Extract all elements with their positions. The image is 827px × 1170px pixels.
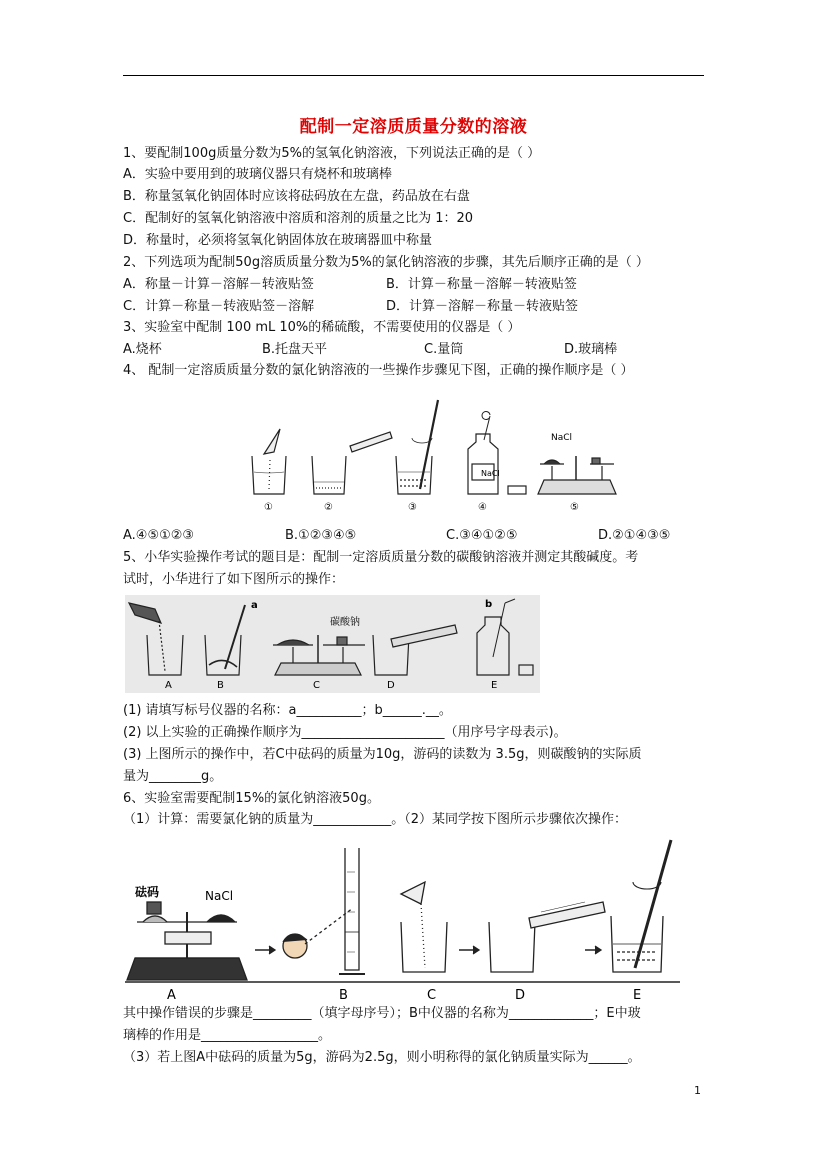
q4-figure-label-1: ① bbox=[264, 502, 273, 513]
page-number: 1 bbox=[694, 1084, 701, 1097]
page-title: 配制一定溶质质量分数的溶液 bbox=[299, 117, 528, 137]
q5-figure-label-a: A bbox=[165, 680, 172, 691]
q5-stem-line2: 试时，小华进行了如下图所示的操作： bbox=[123, 572, 345, 587]
q2-option-b: B．计算－称量－溶解－转液贴签 bbox=[386, 277, 577, 292]
q4-option-a: A.④⑤①②③ bbox=[123, 528, 195, 543]
q6-figure-label-d: D bbox=[515, 988, 526, 1002]
q6-nacl-label: NaCl bbox=[205, 889, 234, 903]
q5-figure-label-e: E bbox=[491, 680, 498, 691]
q5-label-a: a bbox=[251, 600, 258, 611]
q3-option-b: B.托盘天平 bbox=[262, 342, 328, 357]
q6-part2-line1: 其中操作错误的步骤是_________（填字母序号）；B中仪器的名称为_____________；E中玻 bbox=[123, 1006, 641, 1021]
q4-stem: 4、 配制一定溶质质量分数的氯化钠溶液的一些操作步骤见下图，正确的操作顺序是（ ） bbox=[123, 363, 634, 378]
q6-figure-label-b: B bbox=[339, 988, 348, 1002]
q4-option-b: B.①②③④⑤ bbox=[285, 528, 357, 543]
q3-option-a: A.烧杯 bbox=[123, 342, 162, 357]
q3-stem: 3、实验室中配制 100 mL 10%的稀硫酸，不需要使用的仪器是（ ） bbox=[123, 320, 521, 335]
header-rule bbox=[123, 75, 704, 76]
q3-option-c: C.量筒 bbox=[424, 342, 464, 357]
q6-part1: （1）计算：需要氯化钠的质量为____________。（2）某同学按下图所示步骤依次操作： bbox=[123, 812, 628, 827]
q6-figure bbox=[125, 832, 680, 1002]
q1-option-b: B．称量氢氧化钠固体时应该将砝码放在左盘，药品放在右盘 bbox=[123, 189, 470, 204]
q6-part2-line2: 璃棒的作用是__________________。 bbox=[123, 1028, 332, 1043]
q4-figure bbox=[240, 394, 625, 516]
q4-option-c: C.③④①②⑤ bbox=[446, 528, 518, 543]
q6-part3: （3）若上图A中砝码的质量为5g，游码为2.5g，则小明称得的氯化钠质量实际为______。 bbox=[123, 1050, 641, 1065]
q5-figure-label-b: B bbox=[217, 680, 224, 691]
q5-chem-label: 碳酸钠 bbox=[330, 617, 360, 628]
q2-option-c: C．计算－称量－转液贴签－溶解 bbox=[123, 299, 315, 314]
q4-nacl-label: NaCl bbox=[551, 433, 573, 443]
q4-figure-label-2: ② bbox=[324, 502, 333, 513]
q1-option-c: C．配制好的氢氧化钠溶液中溶质和溶剂的质量之比为 1：20 bbox=[123, 211, 474, 226]
q5-part3-line2: 量为________g。 bbox=[123, 769, 223, 784]
q1-stem: 1、要配制100g质量分数为5%的氢氧化钠溶液，下列说法正确的是（ ） bbox=[123, 146, 541, 161]
q5-stem-line1: 5、小华实验操作考试的题目是：配制一定溶质质量分数的碳酸钠溶液并测定其酸碱度。考 bbox=[123, 550, 639, 565]
q5-figure-label-d: D bbox=[387, 680, 395, 691]
q5-figure-label-c: C bbox=[313, 680, 320, 691]
q6-weight-label: 砝码 bbox=[135, 885, 160, 899]
q5-part2: (2) 以上实验的正确操作顺序为______________________（用序号字母表示)。 bbox=[123, 725, 567, 740]
q4-bottle-label: NaCl bbox=[481, 469, 500, 478]
q5-label-b: b bbox=[485, 599, 493, 610]
q1-option-a: A．实验中要用到的玻璃仪器只有烧杯和玻璃棒 bbox=[123, 167, 392, 182]
q4-option-d: D.②①④③⑤ bbox=[598, 528, 671, 543]
q6-figure-label-e: E bbox=[633, 988, 642, 1002]
q3-option-d: D.玻璃棒 bbox=[564, 342, 618, 357]
q4-figure-label-4: ④ bbox=[478, 502, 487, 513]
q2-option-d: D．计算－溶解－称量－转液贴签 bbox=[386, 299, 579, 314]
q5-part1: (1) 请填写标号仪器的名称：a__________；b______.__。 bbox=[123, 703, 452, 718]
q5-figure bbox=[125, 595, 540, 693]
q6-figure-label-c: C bbox=[427, 988, 437, 1002]
q2-option-a: A．称量－计算－溶解－转液贴签 bbox=[123, 277, 314, 292]
q4-figure-label-5: ⑤ bbox=[570, 502, 579, 513]
q5-part3-line1: (3) 上图所示的操作中，若C中砝码的质量为10g，游码的读数为 3.5g，则碳酸钠的实际质 bbox=[123, 747, 642, 762]
q2-stem: 2、下列选项为配制50g溶质质量分数为5%的氯化钠溶液的步骤，其先后顺序正确的是（ ） bbox=[123, 255, 649, 270]
q6-figure-label-a: A bbox=[167, 988, 176, 1002]
q6-stem: 6、实验室需要配制15%的氯化钠溶液50g。 bbox=[123, 791, 380, 806]
q4-figure-label-3: ③ bbox=[408, 502, 417, 513]
q1-option-d: D．称量时，必须将氢氧化钠固体放在玻璃器皿中称量 bbox=[123, 233, 433, 248]
